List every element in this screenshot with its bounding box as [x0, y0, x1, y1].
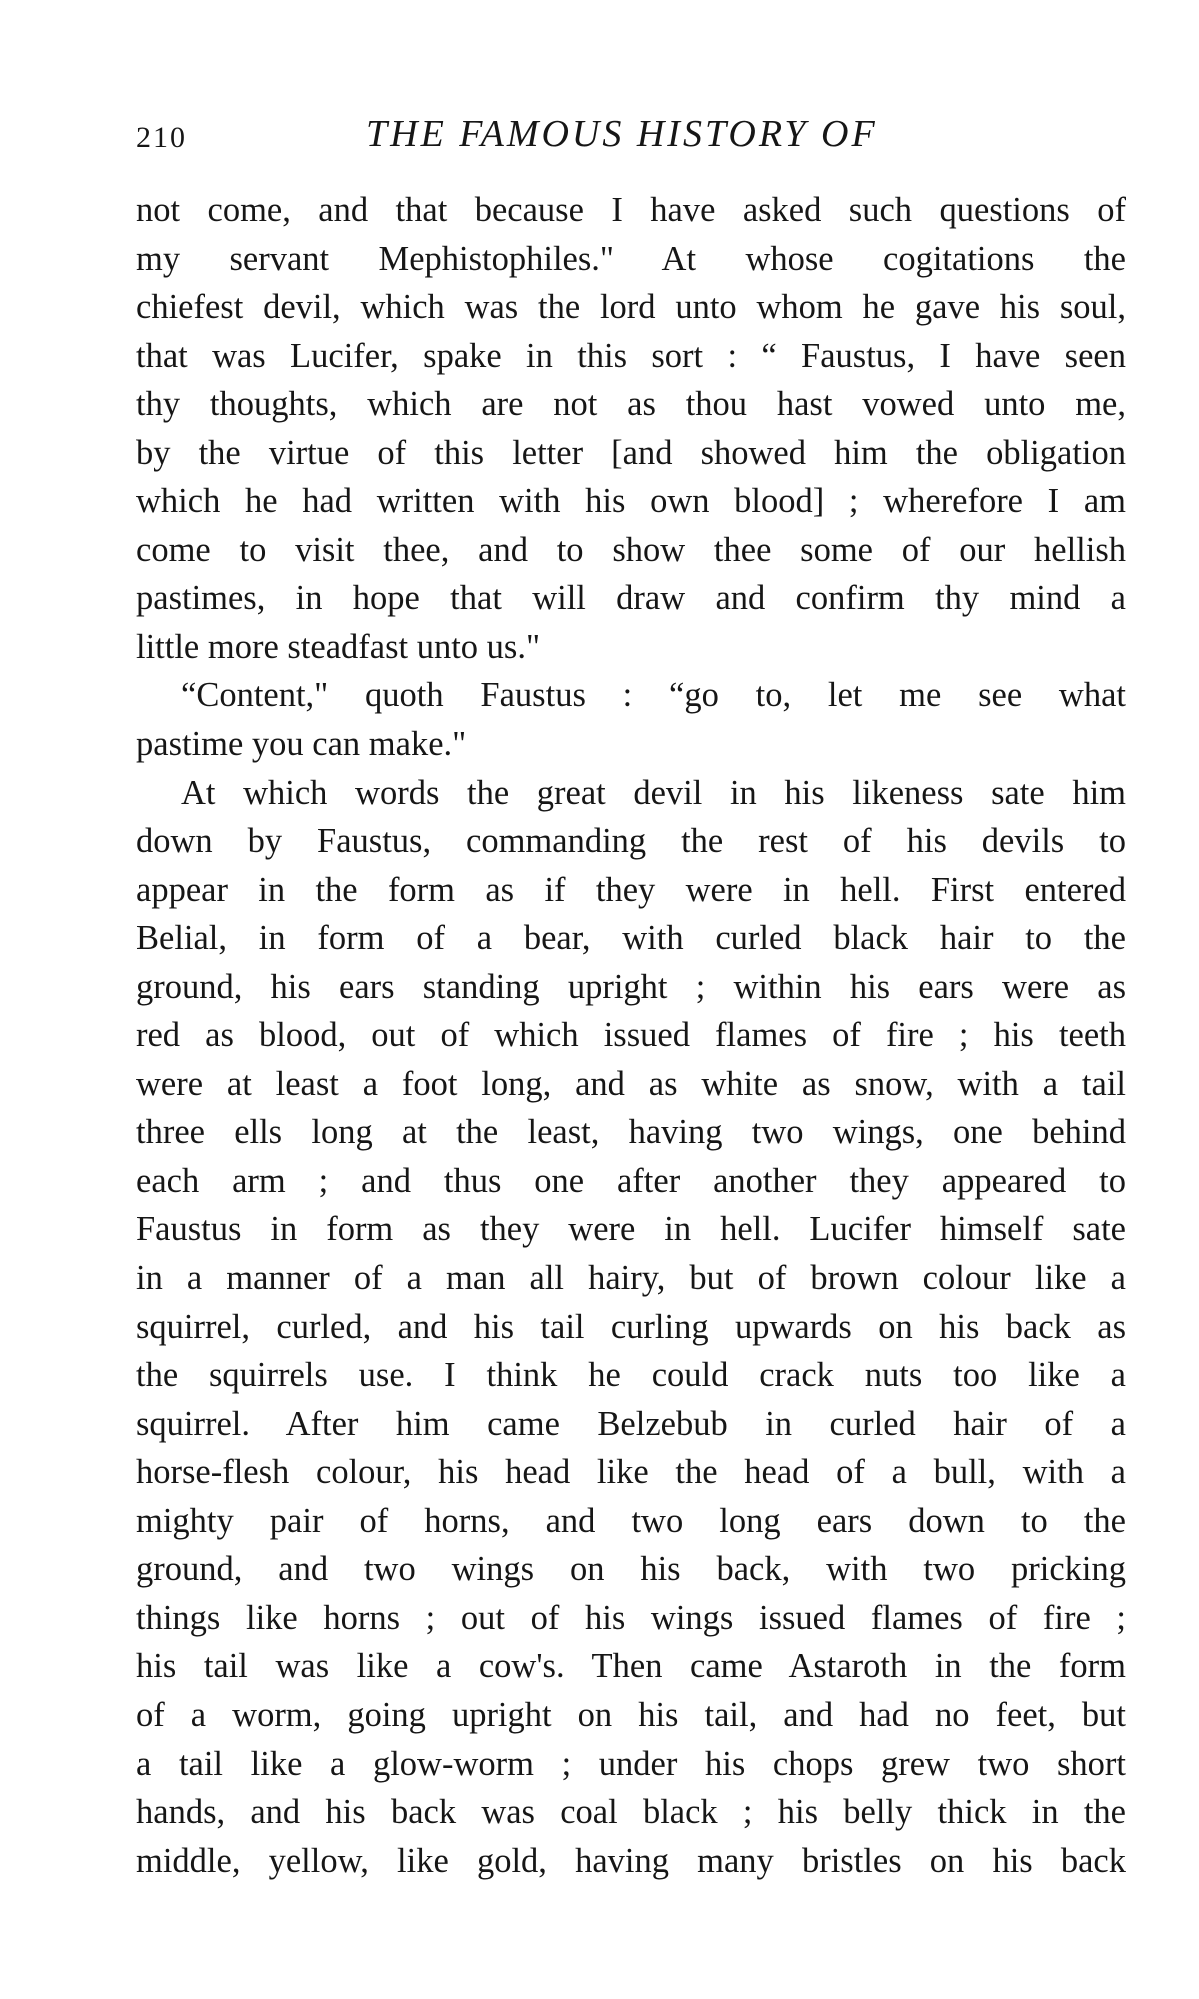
- text-line: chiefest devil, which was the lord unto whom he gave his soul,: [136, 288, 1126, 327]
- text-line: pastimes, in hope that will draw and confirm thy mind a: [136, 579, 1126, 618]
- text-line: in a manner of a man all hairy, but of brown colour like a: [136, 1259, 1126, 1298]
- page-header: [136, 110, 1126, 160]
- text-line: mighty pair of horns, and two long ears down to the: [136, 1501, 1126, 1540]
- body-text: [136, 186, 1126, 1885]
- text-line: by the virtue of this letter [and showed him the obligation: [136, 433, 1126, 472]
- text-line: ground, and two wings on his back, with two pricking: [136, 1550, 1126, 1589]
- page-number: 210: [136, 121, 187, 154]
- text-line: squirrel, curled, and his tail curling upwards on his back as: [136, 1307, 1126, 1346]
- text-line: down by Faustus, commanding the rest of his devils to: [136, 822, 1126, 861]
- text-line: things like horns ; out of his wings issued flames of fire ;: [136, 1598, 1126, 1637]
- text-line: the squirrels use. I think he could crack nuts too like a: [136, 1356, 1126, 1395]
- text-line: each arm ; and thus one after another they appeared to: [136, 1161, 1126, 1200]
- text-line: hands, and his back was coal black ; his belly thick in the: [136, 1793, 1126, 1832]
- text-line: squirrel. After him came Belzebub in curled hair of a: [136, 1404, 1126, 1443]
- text-line: my servant Mephistophiles." At whose cogitations the: [136, 239, 1126, 278]
- text-line: three ells long at the least, having two wings, one behind: [136, 1113, 1126, 1152]
- text-line: a tail like a glow-worm ; under his chops grew two short: [136, 1744, 1126, 1783]
- text-line: not come, and that because I have asked such questions of: [136, 191, 1126, 229]
- text-line: horse-flesh colour, his head like the head of a bull, with a: [136, 1453, 1126, 1492]
- text-line: ground, his ears standing upright ; within his ears were as: [136, 967, 1126, 1006]
- text-line: appear in the form as if they were in hell. First entered: [136, 870, 1126, 909]
- text-line: red as blood, out of which issued flames of fire ; his teeth: [136, 1016, 1126, 1055]
- text-line: which he had written with his own blood] ; wherefore I am: [136, 482, 1126, 521]
- text-line: At which words the great devil in his likeness sate him: [181, 773, 1126, 812]
- text-line: “Content," quoth Faustus : “go to, let me see what: [181, 676, 1126, 715]
- text-line: that was Lucifer, spake in this sort : “ Faustus, I have seen: [136, 336, 1126, 375]
- text-line: were at least a foot long, and as white as snow, with a tail: [136, 1064, 1126, 1103]
- running-title: THE FAMOUS HISTORY OF: [366, 113, 878, 155]
- text-line: of a worm, going upright on his tail, and had no feet, but: [136, 1695, 1126, 1734]
- text-line: pastime you can make.": [136, 725, 467, 764]
- text-line: Belial, in form of a bear, with curled black hair to the: [136, 919, 1126, 958]
- text-line: little more steadfast unto us.": [136, 627, 541, 666]
- text-line: thy thoughts, which are not as thou hast vowed unto me,: [136, 385, 1126, 424]
- text-line: middle, yellow, like gold, having many bristles on his back: [136, 1841, 1126, 1880]
- text-line: come to visit thee, and to show thee some of our hellish: [136, 530, 1126, 569]
- text-line: his tail was like a cow's. Then came Astaroth in the form: [136, 1647, 1126, 1686]
- text-line: Faustus in form as they were in hell. Lucifer himself sate: [136, 1210, 1126, 1249]
